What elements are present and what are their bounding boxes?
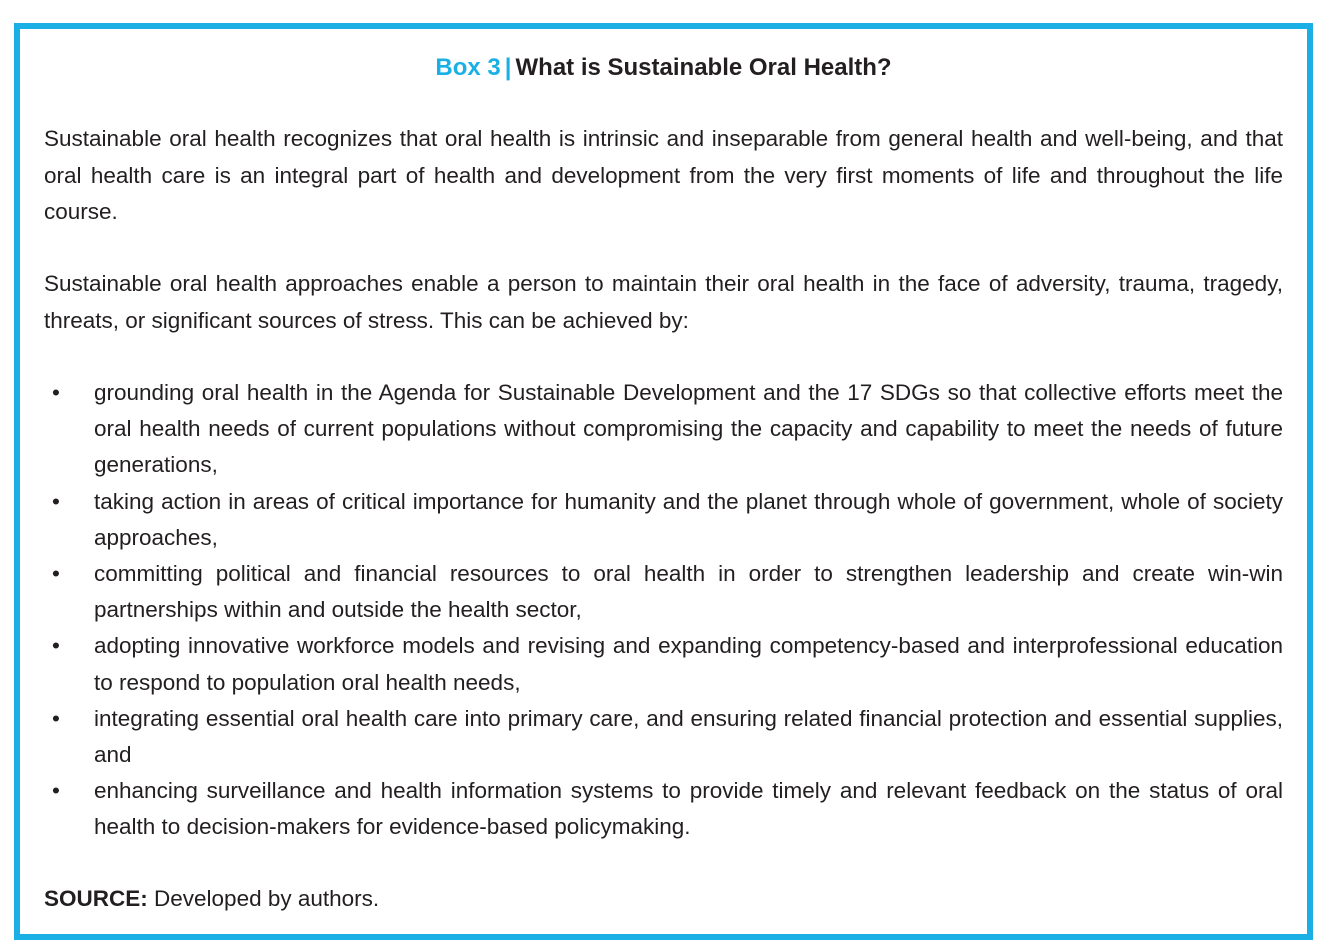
- list-item: [44, 628, 1283, 700]
- list-item-text: taking action in areas of critical importance for humanity and the planet through whole of government, whole of society approaches,: [94, 488, 1283, 550]
- list-item-text: committing political and financial resources to oral health in order to strengthen leadership and create win-win partnerships within and outside the health sector,: [94, 561, 1283, 623]
- box-number-label: Box 3: [435, 54, 501, 81]
- bullet-icon: •: [52, 778, 60, 804]
- list-item-text: adopting innovative workforce models and revising and expanding competency-based and interprofessional education to respond to population oral health needs,: [94, 633, 1283, 695]
- list-item: [44, 375, 1283, 484]
- list-item-text: grounding oral health in the Agenda for Sustainable Development and the 17 SDGs so that collective efforts meet the oral health needs of current populations without compromising the capacity and capability to meet the needs of future generations,: [94, 380, 1283, 478]
- paragraph-definition: Sustainable oral health recognizes that oral health is intrinsic and inseparable from general health and well-being, and that oral health care is an integral part of health and development from the very first moments of life and throughout the life course.: [44, 126, 1283, 224]
- title-separator: |: [504, 54, 512, 81]
- bullet-icon: •: [52, 488, 60, 514]
- bullet-icon: •: [52, 380, 60, 405]
- approach-list: [44, 375, 1283, 846]
- bullet-icon: •: [52, 633, 60, 659]
- bullet-icon: •: [52, 561, 60, 587]
- box-title: [20, 52, 1307, 84]
- list-item: [44, 484, 1283, 556]
- list-item: [44, 556, 1283, 628]
- bullet-icon: •: [52, 705, 60, 731]
- box-heading: What is Sustainable Oral Health?: [515, 54, 892, 81]
- source-text: Developed by authors.: [147, 886, 380, 911]
- list-item: [44, 773, 1283, 845]
- source-label: SOURCE:: [44, 886, 148, 911]
- info-box: [14, 23, 1313, 940]
- list-item-text: enhancing surveillance and health information systems to provide timely and relevant feedback on the status of oral health to decision-makers for evidence-based policymaking.: [94, 778, 1283, 840]
- list-item-text: integrating essential oral health care into primary care, and ensuring related financial protection and essential supplies, and: [94, 705, 1283, 768]
- source-note: [44, 881, 379, 917]
- paragraph-approaches: Sustainable oral health approaches enable a person to maintain their oral health in the face of adversity, trauma, tragedy, threats, or significant sources of stress. This can be achieved by:: [44, 271, 1283, 333]
- list-item: [44, 701, 1283, 773]
